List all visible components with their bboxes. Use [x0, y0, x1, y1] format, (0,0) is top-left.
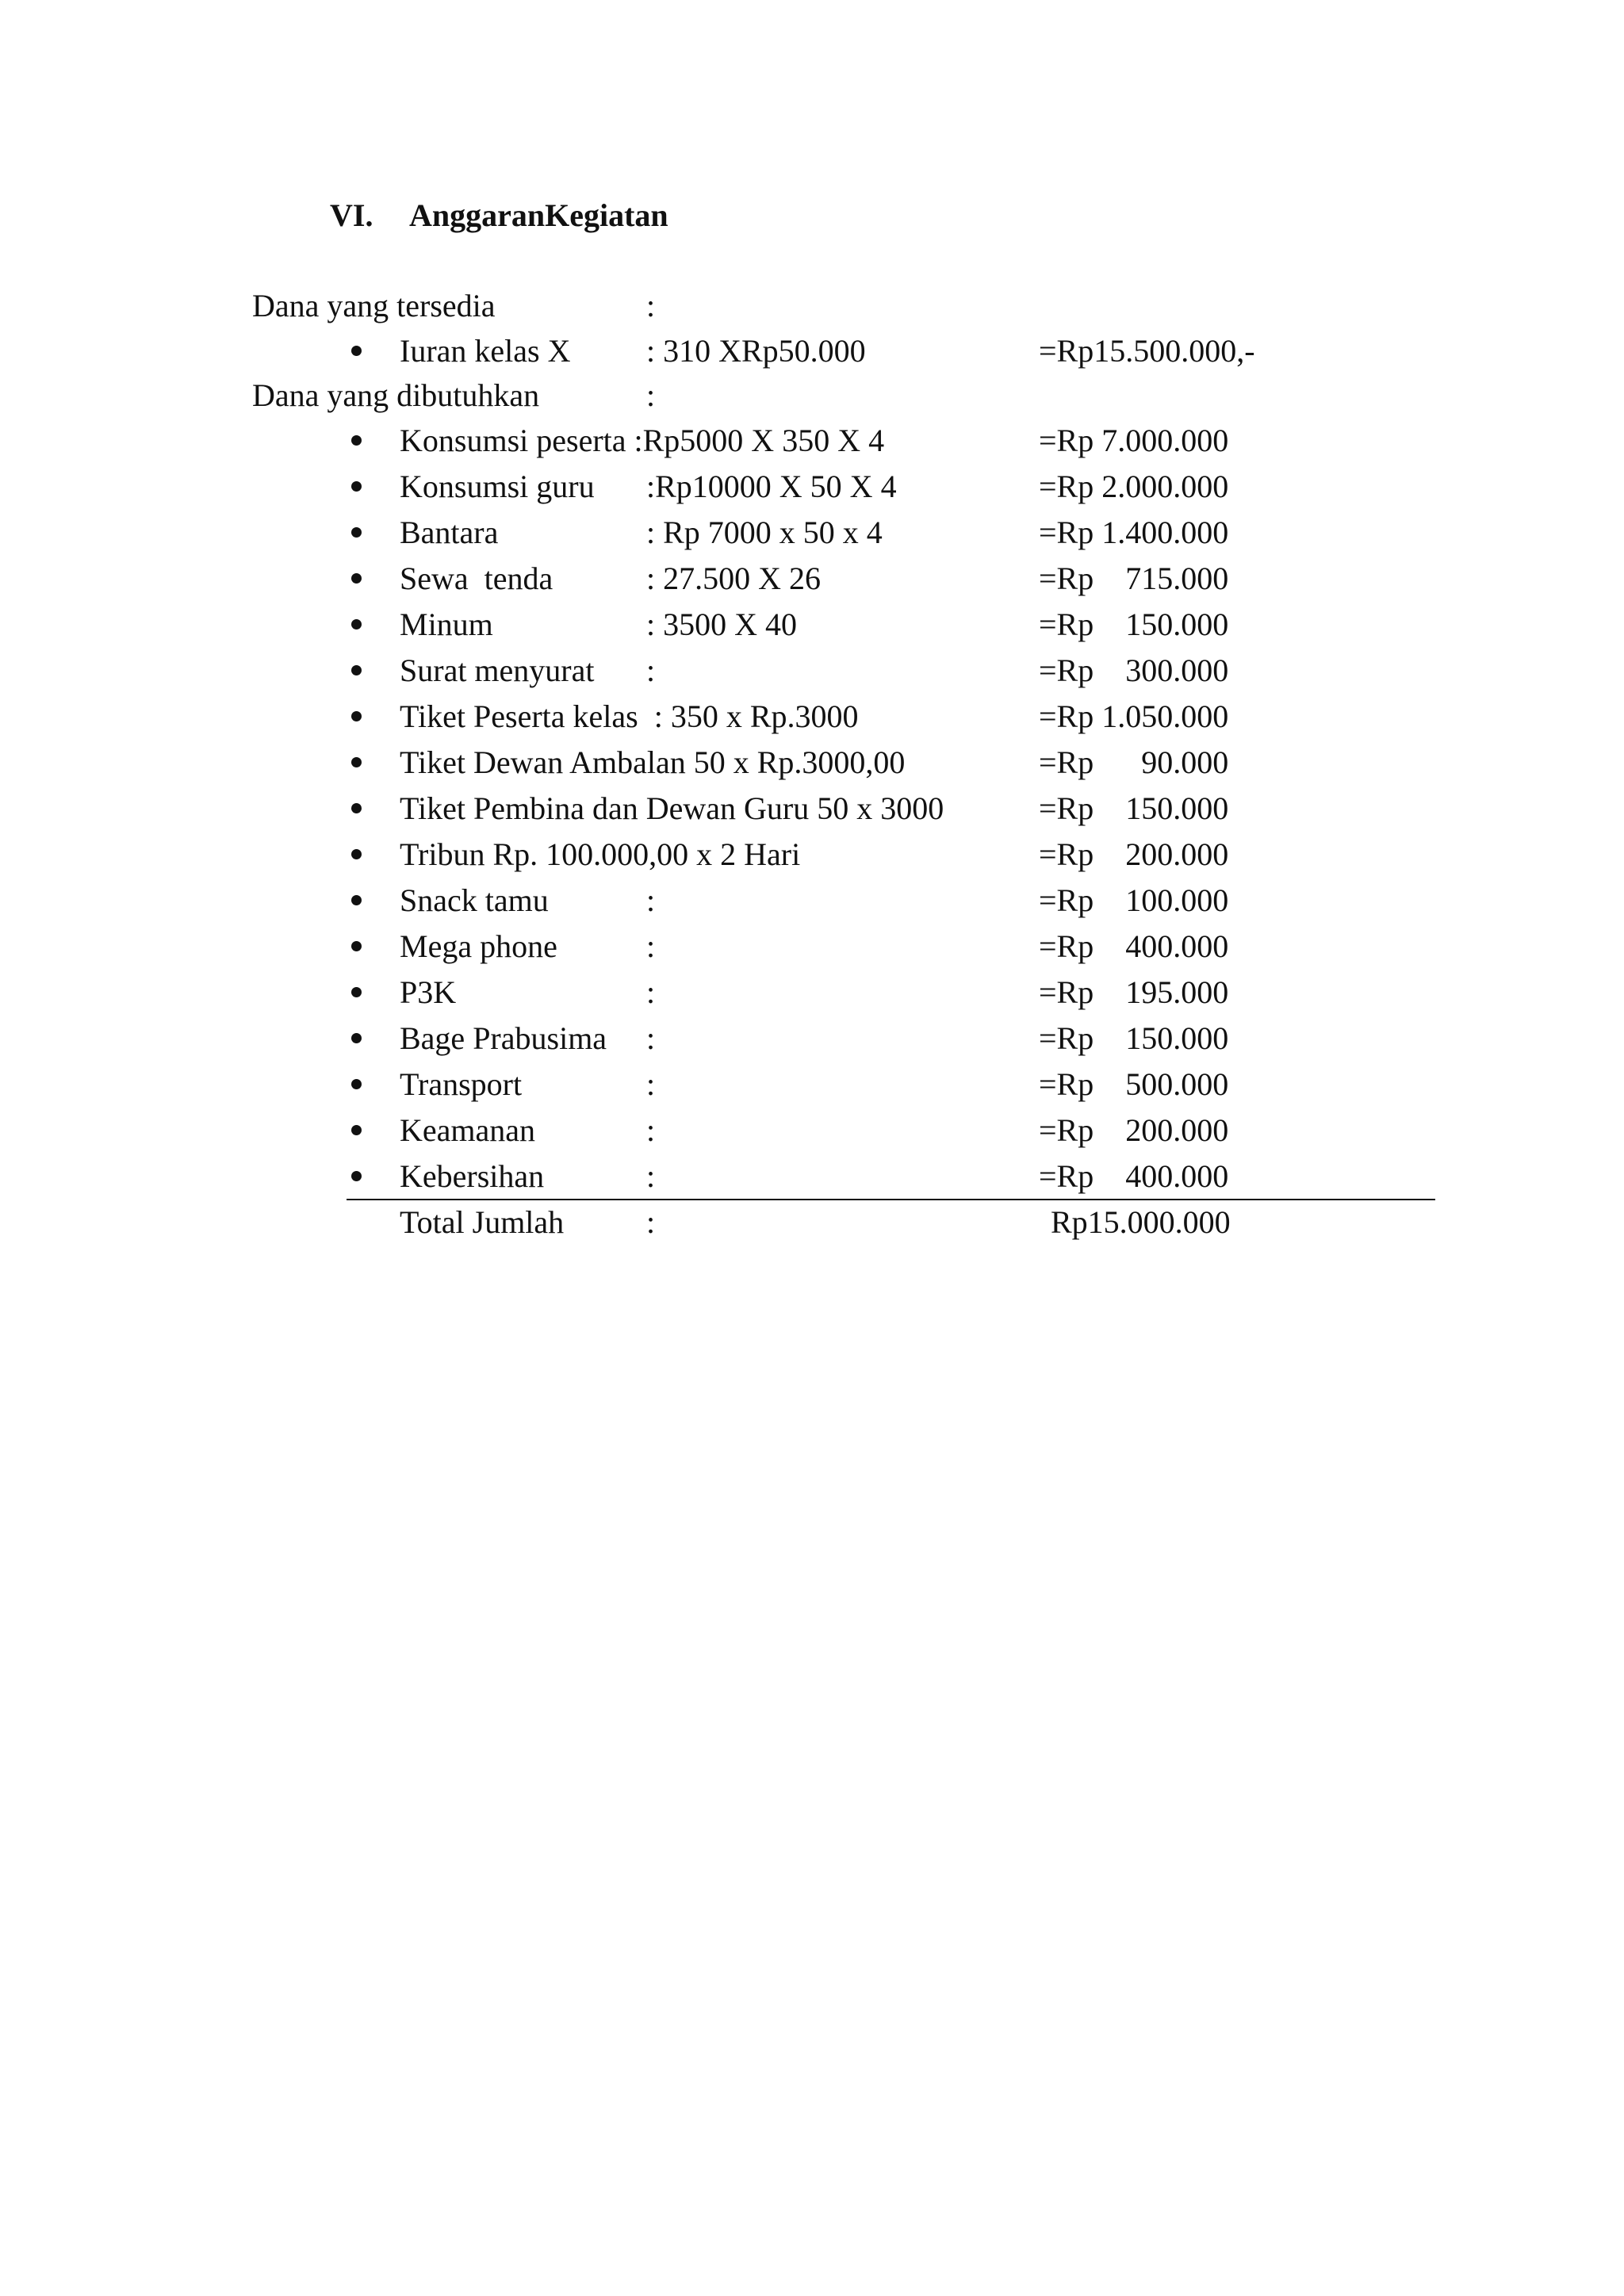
total-amount: Rp15.000.000: [1051, 1204, 1231, 1240]
item-label: Sewa tenda: [400, 561, 553, 596]
section-number: VI.: [330, 197, 373, 233]
budget-row: [0, 510, 1624, 556]
item-label: Mega phone: [400, 928, 557, 964]
item-description: :: [646, 928, 656, 964]
item-amount: =Rp 500.000: [1039, 1066, 1229, 1102]
bullet-icon: [351, 573, 362, 584]
item-amount: =Rp15.500.000,-: [1039, 333, 1255, 369]
item-description: : 3500 X 40: [646, 607, 797, 642]
available-funds-label: Dana yang tersedia: [252, 288, 496, 323]
available-funds-colon: :: [646, 288, 656, 323]
item-description: : 310 XRp50.000: [646, 333, 866, 369]
budget-row: [0, 1154, 1624, 1200]
budget-row: [0, 328, 1624, 374]
item-label: Snack tamu: [400, 882, 549, 918]
item-label: Minum: [400, 607, 493, 642]
bullet-icon: [351, 1079, 362, 1089]
item-amount: =Rp 300.000: [1039, 652, 1229, 688]
required-funds-label: Dana yang dibutuhkan: [252, 377, 540, 413]
total-label: Total Jumlah: [400, 1204, 565, 1240]
required-funds-header: [0, 373, 1624, 419]
item-description: :: [646, 1066, 656, 1102]
bullet-icon: [351, 1171, 362, 1181]
item-description: :: [646, 882, 656, 918]
item-amount: =Rp 150.000: [1039, 1020, 1229, 1056]
item-amount: =Rp 150.000: [1039, 607, 1229, 642]
available-funds-header: [0, 283, 1624, 329]
bullet-icon: [351, 711, 362, 721]
item-label: Tiket Pembina dan Dewan Guru 50 x 3000: [400, 790, 944, 826]
bullet-icon: [351, 1033, 362, 1043]
bullet-icon: [351, 941, 362, 951]
bullet-icon: [351, 346, 362, 356]
section-heading: [330, 193, 668, 239]
bullet-icon: [351, 849, 362, 859]
item-amount: =Rp 200.000: [1039, 836, 1229, 872]
bullet-icon: [351, 527, 362, 538]
budget-row: [0, 832, 1624, 878]
item-amount: =Rp 1.050.000: [1039, 698, 1229, 734]
bullet-icon: [351, 1125, 362, 1135]
bullet-icon: [351, 435, 362, 446]
budget-row: [0, 602, 1624, 648]
bullet-icon: [351, 895, 362, 905]
item-amount: =Rp 150.000: [1039, 790, 1229, 826]
item-amount: =Rp 90.000: [1039, 744, 1229, 780]
budget-row: [0, 464, 1624, 510]
budget-row: [0, 878, 1624, 924]
item-label: P3K: [400, 974, 457, 1010]
total-row: [0, 1200, 1624, 1246]
item-label: Konsumsi peserta :Rp5000 X 350 X 4: [400, 423, 885, 458]
item-amount: =Rp 1.400.000: [1039, 515, 1229, 550]
item-label: Tiket Dewan Ambalan 50 x Rp.3000,00: [400, 744, 906, 780]
item-label: Kebersihan: [400, 1158, 545, 1194]
item-description: :: [646, 1112, 656, 1148]
item-label: Iuran kelas X: [400, 333, 571, 369]
budget-row: [0, 924, 1624, 970]
budget-row: [0, 556, 1624, 602]
item-amount: =Rp 195.000: [1039, 974, 1229, 1010]
bullet-icon: [351, 665, 362, 675]
budget-row: [0, 694, 1624, 740]
item-description: : Rp 7000 x 50 x 4: [646, 515, 883, 550]
bullet-icon: [351, 803, 362, 813]
item-label: Keamanan: [400, 1112, 536, 1148]
item-description: :Rp10000 X 50 X 4: [646, 469, 897, 504]
budget-row: [0, 1016, 1624, 1062]
item-label: Bage Prabusima: [400, 1020, 607, 1056]
item-label: Bantara: [400, 515, 499, 550]
bullet-icon: [351, 619, 362, 629]
bullet-icon: [351, 481, 362, 492]
item-amount: =Rp 715.000: [1039, 561, 1229, 596]
budget-row: [0, 786, 1624, 832]
budget-row: [0, 648, 1624, 694]
item-description: :: [646, 1020, 656, 1056]
item-amount: =Rp 400.000: [1039, 928, 1229, 964]
item-description: : 27.500 X 26: [646, 561, 821, 596]
item-description: :: [646, 1158, 656, 1194]
item-description: :: [646, 974, 656, 1010]
item-label: Transport: [400, 1066, 523, 1102]
item-amount: =Rp 400.000: [1039, 1158, 1229, 1194]
item-amount: =Rp 7.000.000: [1039, 423, 1229, 458]
bullet-icon: [351, 987, 362, 997]
required-funds-colon: :: [646, 377, 656, 413]
item-label: Tiket Peserta kelas : 350 x Rp.3000: [400, 698, 859, 734]
bullet-icon: [351, 757, 362, 767]
section-title: AnggaranKegiatan: [409, 197, 668, 233]
item-amount: =Rp 2.000.000: [1039, 469, 1229, 504]
item-label: Surat menyurat: [400, 652, 595, 688]
item-label: Konsumsi guru: [400, 469, 595, 504]
item-amount: =Rp 200.000: [1039, 1112, 1229, 1148]
item-amount: =Rp 100.000: [1039, 882, 1229, 918]
item-label: Tribun Rp. 100.000,00 x 2 Hari: [400, 836, 801, 872]
budget-row: [0, 740, 1624, 786]
budget-row: [0, 970, 1624, 1016]
item-description: :: [646, 652, 656, 688]
budget-row: [0, 418, 1624, 464]
budget-row: [0, 1062, 1624, 1108]
budget-row: [0, 1108, 1624, 1154]
total-colon: :: [646, 1204, 656, 1240]
